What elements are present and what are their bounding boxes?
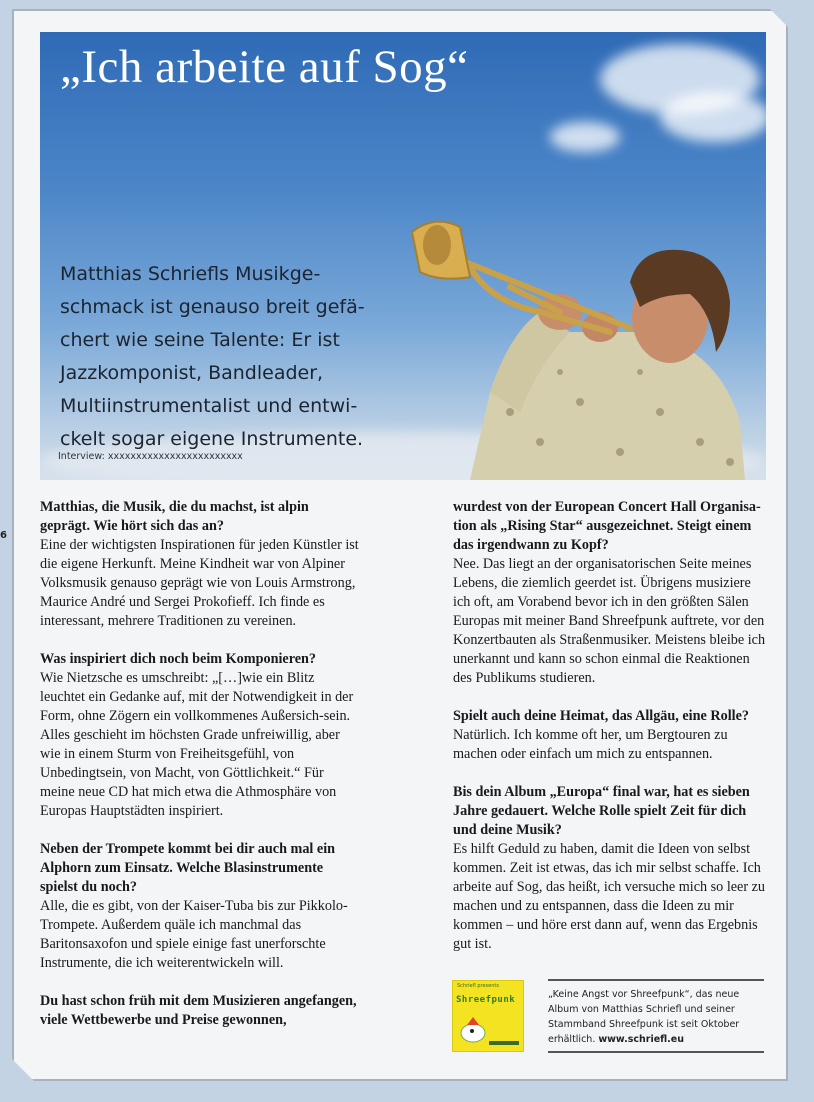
question: Was inspiriert dich noch beim Komponieren? (40, 651, 317, 667)
album-cover-image (452, 980, 524, 1052)
answer: Wie Nietzsche es umschreibt: „[…]wie ein Blitz leuchtet ein Gedanke auf, mit der Notwendigkeit in der Form, ohne Zögern ein vollkommenes Außersich-sein. Alles geschieht im höchsten Grade unfreiwillig, aber wie in einem Sturm von Freiheitsgefühl, von Unbedingtsein, von Macht, von Göttlichkeit.“ Für meine neue CD hat mich etwa die Athmosphäre von Europas Hauptstädten inspiriert. (40, 670, 354, 819)
album-promo-text (548, 979, 764, 1053)
right-column (453, 498, 767, 973)
qa-block (40, 498, 360, 631)
page-number: 6 (0, 530, 7, 541)
left-column (40, 498, 360, 1049)
question: Neben der Trompete kommt bei dir auch mal ein Alphorn zum Einsatz. Welche Blasinstrumente spielst du noch? (40, 841, 336, 895)
answer: Natürlich. Ich komme oft her, um Bergtouren zu machen oder einfach um mich zu entspannen. (453, 727, 728, 762)
answer: Nee. Das liegt an der organisatorischen Seite meines Lebens, die ziemlich geerdet ist. Übrigens musiziere ich oft, am Vorabend bevor ich in den größten Sälen Europas mit meiner Band Shreefpunk auftrete, vor den Konzertbauten als Straßenmusiker. Meistens bleibe ich unerkannt und kann so schon einmal die Reaktionen des Publikums studieren. (453, 556, 766, 686)
qa-block (40, 992, 360, 1030)
qa-block (40, 650, 360, 821)
question: Bis dein Album „Europa“ final war, hat es sieben Jahre gedauert. Welche Rolle spielt Zeit für dich und deine Musik? (453, 784, 750, 838)
album-cover-art (453, 981, 523, 1051)
hero-photo (40, 32, 766, 480)
article-title: „Ich arbeite auf Sog“ (60, 41, 469, 93)
question: Matthias, die Musik, die du machst, ist alpin geprägt. Wie hört sich das an? (40, 499, 309, 534)
article-lead: Matthias Schriefls Musikgeschmack ist genauso breit gefächert wie seine Talente: Er ist Jazzkomponist, Bandleader, Multiinstrumentalist und entwickelt sogar eigene Instrumente. (60, 263, 365, 450)
album-cover-top: Schriefl presents (457, 983, 499, 989)
qa-block (453, 783, 767, 954)
interview-credit: Interview: xxxxxxxxxxxxxxxxxxxxxxxx (58, 451, 243, 462)
answer: Alle, die es gibt, von der Kaiser-Tuba bis zur Pikkolo-Trompete. Außerdem quäle ich manchmal das Baritonsaxofon und spiele einige fast unerforschte Instrumente, die ich weiterentwickeln will. (40, 898, 348, 971)
promo-url[interactable]: www.schriefl.eu (598, 1034, 684, 1045)
album-cover-brand: Shreefpunk (456, 995, 516, 1005)
qa-block (40, 840, 360, 973)
qa-block (453, 498, 767, 688)
question: wurdest von der European Concert Hall Organisation als „Rising Star“ ausgezeichnet. Steigt einem das irgendwann zu Kopf? (453, 499, 761, 553)
qa-block (453, 707, 767, 764)
answer: Eine der wichtigsten Inspirationen für jeden Künstler ist die eigene Herkunft. Meine Kindheit war von Alpiner Volksmusik genauso geprägt wie von Louis Armstrong, Maurice André und Sergei Prokofieff. Ich finde es interessant, mehrere Traditionen zu vereinen. (40, 537, 359, 629)
promo-description: „Keine Angst vor Shreefpunk“, das neue Album von Matthias Schriefl und seiner Stammband Shreefpunk ist seit Oktober erhältlich. (548, 989, 740, 1045)
album-promo (452, 980, 764, 1050)
answer: Es hilft Geduld zu haben, damit die Ideen von selbst kommen. Zeit ist etwas, das ich mir selbst schaffe. Ich arbeite auf Sog, das heißt, ich versuche mich so leer zu machen und zu entspannen, dass die Ideen zu mir kommen – und höre erst dann auf, wenn das Ergebnis gut ist. (453, 841, 766, 952)
question: Du hast schon früh mit dem Musizieren angefangen, viele Wettbewerbe und Preise gewonnen, (40, 993, 357, 1028)
question: Spielt auch deine Heimat, das Allgäu, eine Rolle? (453, 708, 749, 724)
